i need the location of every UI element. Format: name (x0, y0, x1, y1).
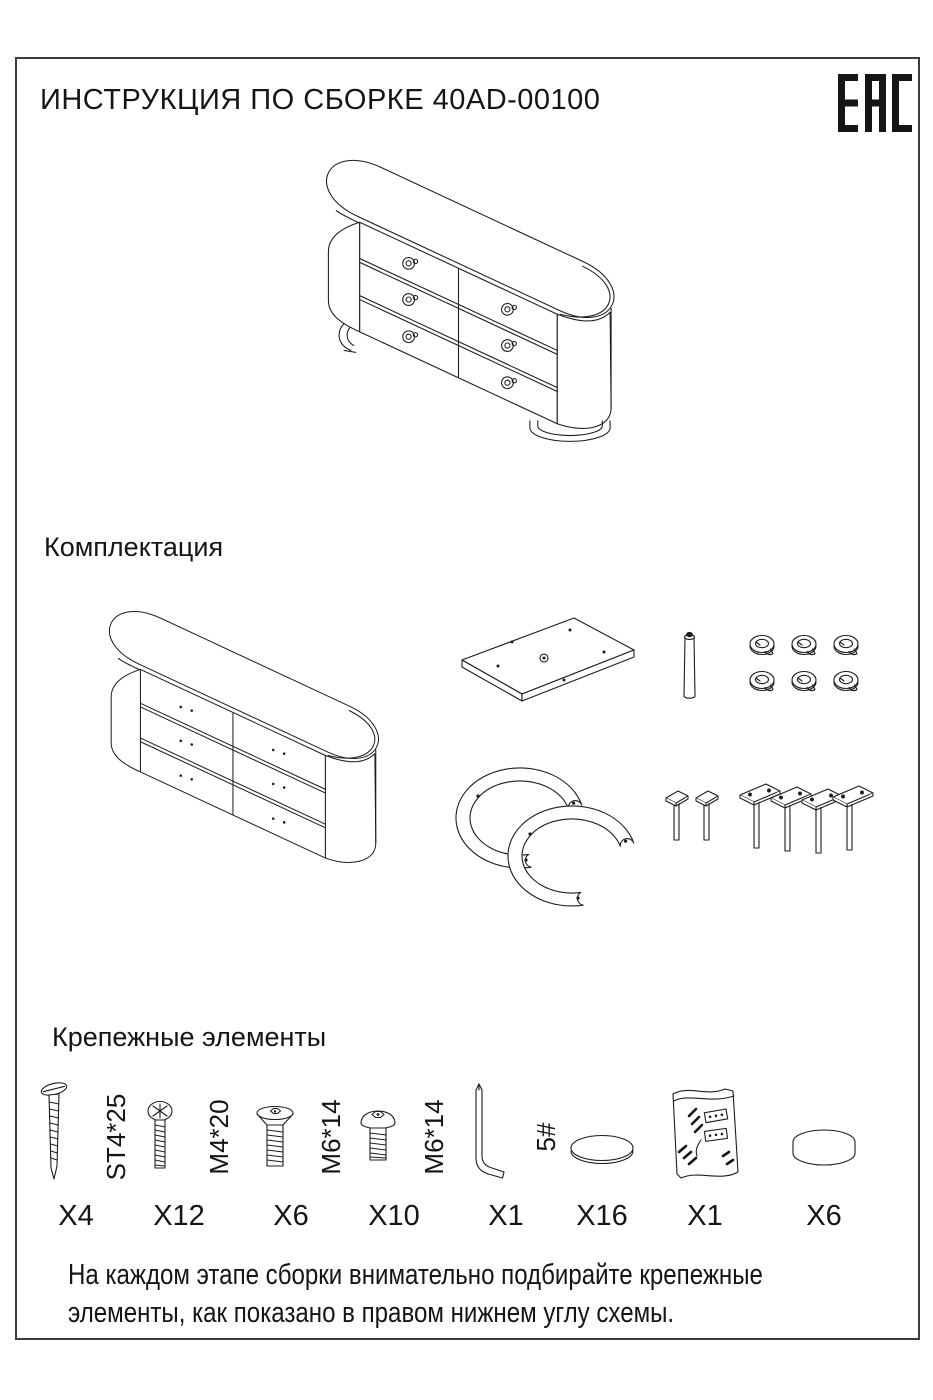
flat-head-bolt-icon (253, 1080, 297, 1188)
hardware-spec-label: ST4*25 (101, 1093, 131, 1181)
assembled-dresser-drawing (295, 146, 667, 459)
hardware-count: X16 (576, 1200, 628, 1232)
assembly-note-line2: элементы, как показано в правом нижнем углу схемы. (68, 1297, 675, 1330)
hardware-sheet-icon (667, 1080, 747, 1192)
hardware-section-heading: Крепежные элементы (52, 1022, 327, 1052)
hardware-item-hex-key (458, 1078, 561, 1248)
panel-part-drawing (452, 608, 642, 728)
hex-key-icon (468, 1080, 512, 1188)
hardware-spec-label: M6*14 (316, 1099, 346, 1175)
hardware-item-hardware-sheet (657, 1078, 753, 1248)
assembly-note-line1: На каждом этапе сборки внимательно подбирайте крепежные (68, 1259, 763, 1291)
eac-mark-icon (836, 72, 914, 134)
package-section-heading: Комплектация (44, 532, 224, 562)
hardware-count: X10 (368, 1200, 420, 1232)
hardware-item-wood-screw (28, 1078, 131, 1248)
leg-part-drawing (676, 628, 706, 708)
hardware-spec-label: M4*20 (204, 1099, 234, 1175)
cover-cap-icon (564, 1080, 640, 1188)
hardware-count: X1 (687, 1200, 723, 1232)
long-pegs-drawing (740, 780, 875, 862)
round-pad-icon (786, 1080, 862, 1188)
hardware-count: X6 (273, 1200, 309, 1232)
hardware-item-flat-head-bolt (243, 1078, 346, 1248)
wood-screw-icon (38, 1080, 78, 1188)
hardware-item-round-pad (776, 1078, 872, 1248)
cabinet-body-drawing (80, 598, 428, 891)
button-head-bolt-icon (356, 1080, 400, 1188)
hardware-spec-label: 5# (531, 1122, 561, 1152)
assembly-note (68, 1256, 763, 1333)
hardware-count: X1 (488, 1200, 524, 1232)
curved-base-legs-drawing (448, 760, 658, 910)
machine-screw-icon (141, 1080, 181, 1188)
hardware-count: X4 (58, 1200, 94, 1232)
short-pegs-drawing (662, 788, 722, 850)
hardware-spec-label: M6*14 (419, 1099, 449, 1175)
hardware-count: X12 (153, 1200, 205, 1232)
page-title: ИНСТРУКЦИЯ ПО СБОРКЕ 40AD-00100 (40, 84, 601, 116)
knobs-part-drawing (742, 628, 872, 700)
hardware-item-machine-screw (131, 1078, 234, 1248)
hardware-count: X6 (806, 1200, 842, 1232)
hardware-item-button-head-bolt (346, 1078, 449, 1248)
hardware-item-cover-cap (554, 1078, 650, 1248)
hardware-row (0, 1078, 933, 1248)
